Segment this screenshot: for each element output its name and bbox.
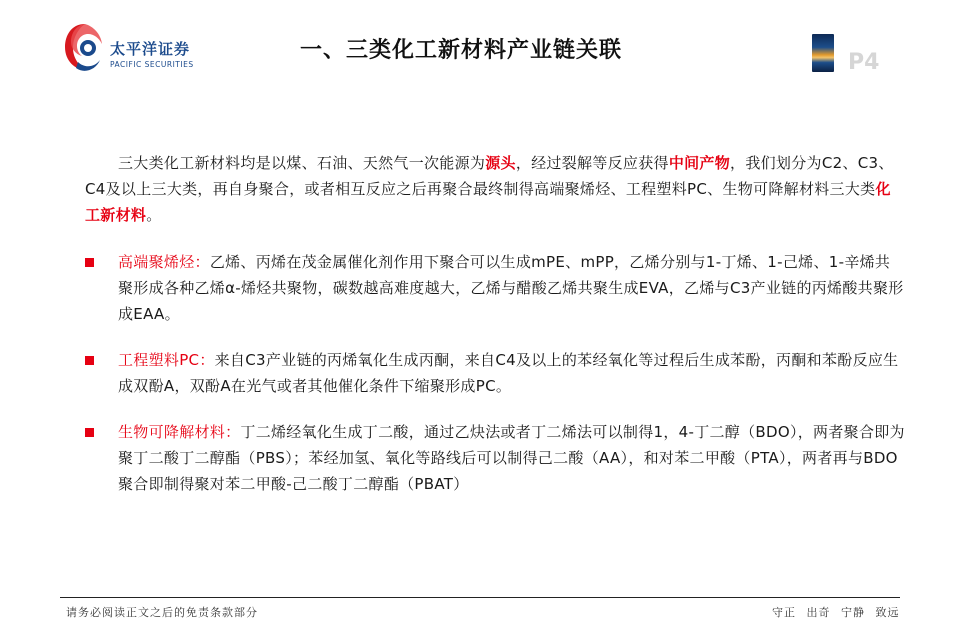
main-content xyxy=(85,150,905,497)
footer-divider xyxy=(60,597,900,598)
header xyxy=(0,0,959,90)
decorative-thumbnail-image xyxy=(812,34,834,72)
intro-text-1: 三大类化工新材料均是以煤、石油、天然气一次能源为 xyxy=(118,154,486,172)
logo-chinese-name: 太平洋证券 xyxy=(110,40,191,58)
bullet-text: 乙烯、丙烯在茂金属催化剂作用下聚合可以生成mPE、mPP，乙烯分别与1-丁烯、1-己烯、1-辛烯共聚形成各种乙烯α-烯烃共聚物，碳数越高难度越大，乙烯与醋酸乙烯共聚生成EVA，乙烯与C3产业链的丙烯酸共聚形成EAA。 xyxy=(118,253,904,323)
footer-disclaimer: 请务必阅读正文之后的免责条款部分 xyxy=(66,606,258,619)
company-logo xyxy=(62,18,207,76)
highlight-intermediate-product: 中间产物 xyxy=(668,154,731,172)
highlight-source: 源头 xyxy=(485,154,516,172)
intro-paragraph xyxy=(85,150,905,228)
bullet-square-icon xyxy=(85,356,94,365)
intro-text-3: ，我们划分为C2、C3、C4及以上三大类，再自身聚合，或者相互反应之后再聚合最终制得高端聚烯烃、工程塑料PC、生物可降解材料三大类 xyxy=(85,154,894,198)
bullet-biodegradable-materials xyxy=(85,419,905,497)
bullet-text: 丁二烯经氧化生成丁二酸，通过乙炔法或者丁二烯法可以制得1，4-丁二醇（BDO），两者聚合即为聚丁二酸丁二醇酯（PBS）；苯经加氢、氧化等路线后可以制得己二酸（AA），和对苯二甲酸（PTA），两者再与BDO聚合即制得聚对苯二甲酸-己二酸丁二醇酯（PBAT） xyxy=(118,423,905,493)
pacific-securities-logo-icon xyxy=(62,18,108,76)
bullet-square-icon xyxy=(85,258,94,267)
bullet-engineering-plastic-pc xyxy=(85,347,905,399)
highlight-new-chemical-materials: 化工新材料 xyxy=(85,180,891,224)
bullet-text: 来自C3产业链的丙烯氧化生成丙酮，来自C4及以上的苯经氧化等过程后生成苯酚，丙酮和苯酚反应生成双酚A，双酚A在光气或者其他催化条件下缩聚形成PC。 xyxy=(118,351,899,395)
intro-text-2: ，经过裂解等反应获得 xyxy=(515,154,669,172)
intro-text-4: 。 xyxy=(146,206,162,224)
bullet-label: 高端聚烯烃： xyxy=(118,253,210,271)
page-number: P4 xyxy=(848,50,880,75)
page-title: 一、三类化工新材料产业链关联 xyxy=(300,38,623,63)
footer-slogan: 守正 出奇 宁静 致远 xyxy=(772,606,900,619)
bullet-square-icon xyxy=(85,428,94,437)
bullet-high-end-polyolefin xyxy=(85,249,905,327)
bullet-label: 生物可降解材料： xyxy=(118,423,241,441)
logo-english-name: PACIFIC SECURITIES xyxy=(110,60,194,69)
bullet-label: 工程塑料PC： xyxy=(118,351,215,369)
